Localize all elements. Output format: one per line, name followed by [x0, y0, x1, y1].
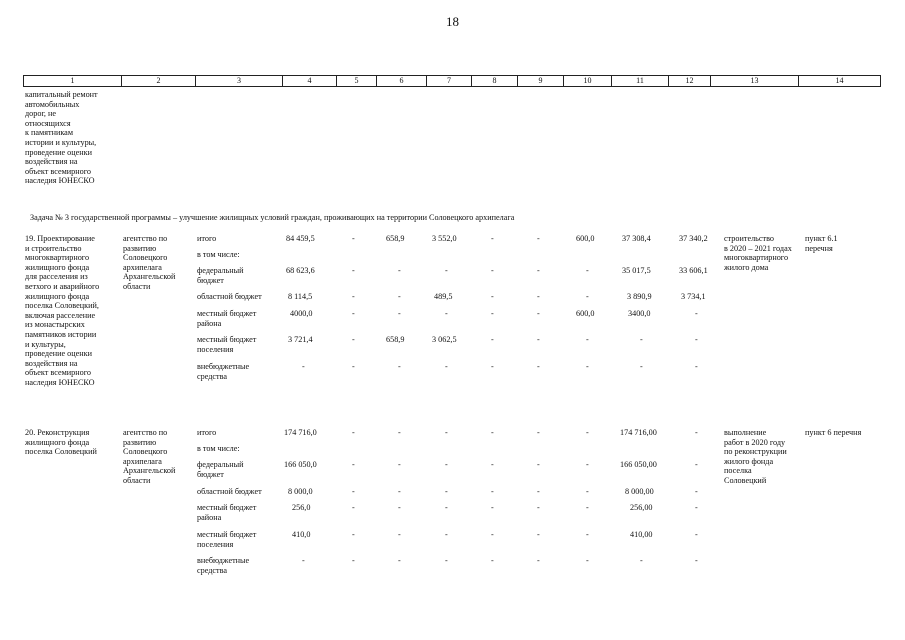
col-number: 9 [518, 76, 564, 87]
item-19-executor: агентство по развитию Соловецкого архипелага Архангельской области [123, 234, 176, 291]
amount: - [491, 292, 494, 301]
funding-source: внебюджетные средства [197, 556, 250, 575]
funding-source: местный бюджет района [197, 309, 257, 328]
col-number: 4 [283, 76, 337, 87]
amount: - [695, 460, 698, 469]
amount: - [586, 556, 589, 565]
funding-source: областной бюджет [197, 487, 262, 496]
amount: 489,5 [434, 292, 453, 301]
amount: - [491, 234, 494, 243]
amount: - [537, 556, 540, 565]
amount: - [537, 234, 540, 243]
col-number: 2 [122, 76, 196, 87]
amount: - [537, 503, 540, 512]
amount: - [445, 309, 448, 318]
amount: - [398, 292, 401, 301]
amount: - [491, 362, 494, 371]
amount: - [586, 266, 589, 275]
amount: - [537, 530, 540, 539]
amount: 3 734,1 [681, 292, 706, 301]
item-20-description: 20. Реконструкция жилищного фонда поселка Соловецкий [25, 428, 97, 457]
col-number: 12 [669, 76, 711, 87]
amount: - [352, 266, 355, 275]
funding-source: областной бюджет [197, 292, 262, 301]
amount: - [586, 362, 589, 371]
amount: - [398, 530, 401, 539]
amount: - [586, 292, 589, 301]
amount: - [586, 460, 589, 469]
item-19-list-ref: пункт 6.1 перечня [805, 234, 838, 253]
amount: - [352, 362, 355, 371]
amount: - [302, 362, 305, 371]
amount: 658,9 [386, 234, 405, 243]
amount: - [537, 266, 540, 275]
col-number: 7 [427, 76, 472, 87]
amount: 600,0 [576, 309, 595, 318]
amount: - [445, 556, 448, 565]
amount: - [445, 487, 448, 496]
task-title: Задача № 3 государственной программы – улучшение жилищных условий граждан, проживающих на территории Соловецкого архипелага [30, 213, 515, 222]
amount: - [352, 428, 355, 437]
amount: - [491, 487, 494, 496]
amount: 256,00 [630, 503, 653, 512]
amount: - [491, 556, 494, 565]
amount: - [445, 362, 448, 371]
funding-source: местный бюджет поселения [197, 530, 257, 549]
amount: - [695, 487, 698, 496]
amount: - [695, 503, 698, 512]
amount: - [537, 460, 540, 469]
amount-total: 174 716,0 [284, 428, 317, 437]
funding-source: внебюджетные средства [197, 362, 250, 381]
amount: - [537, 292, 540, 301]
amount: - [352, 234, 355, 243]
cont-item-description: капитальный ремонт автомобильных дорог, не относящихся к памятникам истории и культуры, проведение оценки воздействия на объект всемирного наследия ЮНЕСКО [25, 90, 98, 186]
amount: 3400,0 [628, 309, 651, 318]
amount: 8 000,00 [625, 487, 654, 496]
amount: - [586, 428, 589, 437]
amount: 600,0 [576, 234, 595, 243]
col-number: 13 [711, 76, 799, 87]
amount: - [491, 428, 494, 437]
amount: 3 890,9 [627, 292, 652, 301]
amount: - [640, 556, 643, 565]
amount: 3 552,0 [432, 234, 457, 243]
amount: - [398, 309, 401, 318]
amount: - [352, 309, 355, 318]
amount: - [491, 309, 494, 318]
amount: 166 050,0 [284, 460, 317, 469]
amount: - [695, 530, 698, 539]
amount: - [352, 530, 355, 539]
amount: - [398, 460, 401, 469]
amount: - [586, 335, 589, 344]
funding-source: федеральный бюджет [197, 266, 244, 285]
funding-source: в том числе: [197, 250, 240, 259]
amount: - [398, 556, 401, 565]
item-19-result: строительство в 2020 – 2021 годах многоквартирного жилого дома [724, 234, 792, 272]
amount: - [352, 335, 355, 344]
amount: - [491, 335, 494, 344]
col-number: 5 [337, 76, 377, 87]
amount: - [537, 309, 540, 318]
amount: - [445, 530, 448, 539]
amount: - [445, 460, 448, 469]
column-number-header [23, 75, 881, 87]
amount: 37 308,4 [622, 234, 651, 243]
amount: - [398, 487, 401, 496]
amount: - [586, 530, 589, 539]
amount: 68 623,6 [286, 266, 315, 275]
amount: 410,00 [630, 530, 653, 539]
funding-source: федеральный бюджет [197, 460, 244, 479]
col-number: 6 [377, 76, 427, 87]
amount: - [398, 266, 401, 275]
amount: - [537, 428, 540, 437]
item-20-list-ref: пункт 6 перечня [805, 428, 862, 437]
amount: - [695, 556, 698, 565]
amount: - [445, 503, 448, 512]
col-number: 10 [564, 76, 612, 87]
funding-source: местный бюджет поселения [197, 335, 257, 354]
funding-source: в том числе: [197, 444, 240, 453]
amount: - [352, 556, 355, 565]
amount: - [695, 428, 698, 437]
col-number: 3 [196, 76, 283, 87]
amount: - [537, 362, 540, 371]
amount: 37 340,2 [679, 234, 708, 243]
amount: - [302, 556, 305, 565]
amount: - [640, 362, 643, 371]
amount: - [491, 503, 494, 512]
col-number: 11 [612, 76, 669, 87]
amount: 3 721,4 [288, 335, 313, 344]
amount: - [352, 460, 355, 469]
col-number: 1 [24, 76, 122, 87]
amount: - [352, 503, 355, 512]
amount: 35 017,5 [622, 266, 651, 275]
amount: 3 062,5 [432, 335, 457, 344]
funding-source: итого [197, 428, 217, 437]
amount: - [491, 266, 494, 275]
col-number: 14 [799, 76, 881, 87]
amount: - [352, 292, 355, 301]
amount: - [695, 335, 698, 344]
amount: 166 050,00 [620, 460, 657, 469]
amount: 174 716,00 [620, 428, 657, 437]
amount: - [445, 266, 448, 275]
amount: 8 000,0 [288, 487, 313, 496]
amount: - [398, 428, 401, 437]
amount: 8 114,5 [288, 292, 313, 301]
amount: - [537, 335, 540, 344]
amount: - [445, 428, 448, 437]
amount: 658,9 [386, 335, 405, 344]
item-20-result: выполнение работ в 2020 году по реконструкции жилого фонда поселка Соловецкий [724, 428, 787, 485]
funding-source: местный бюджет района [197, 503, 257, 522]
item-20-executor: агентство по развитию Соловецкого архипелага Архангельской области [123, 428, 176, 485]
item-19-description: 19. Проектирование и строительство многоквартирного жилищного фонда для расселения из ветхого и аварийного жилищного фонда поселка Соловецкий, включая расселение из монастырских памятников истории и культуры, проведение оценки воздействия на объект всемирного наследия ЮНЕСКО [25, 234, 100, 387]
amount-total: 84 459,5 [286, 234, 315, 243]
amount: - [491, 460, 494, 469]
amount: 33 606,1 [679, 266, 708, 275]
amount: - [586, 503, 589, 512]
col-number: 8 [472, 76, 518, 87]
funding-source: итого [197, 234, 217, 243]
amount: - [695, 362, 698, 371]
amount: - [695, 309, 698, 318]
amount: - [586, 487, 589, 496]
amount: 410,0 [292, 530, 311, 539]
amount: - [352, 487, 355, 496]
amount: - [491, 530, 494, 539]
amount: - [398, 362, 401, 371]
amount: 4000,0 [290, 309, 313, 318]
page-number: 18 [446, 14, 459, 29]
amount: - [640, 335, 643, 344]
amount: - [537, 487, 540, 496]
amount: - [398, 503, 401, 512]
amount: 256,0 [292, 503, 311, 512]
